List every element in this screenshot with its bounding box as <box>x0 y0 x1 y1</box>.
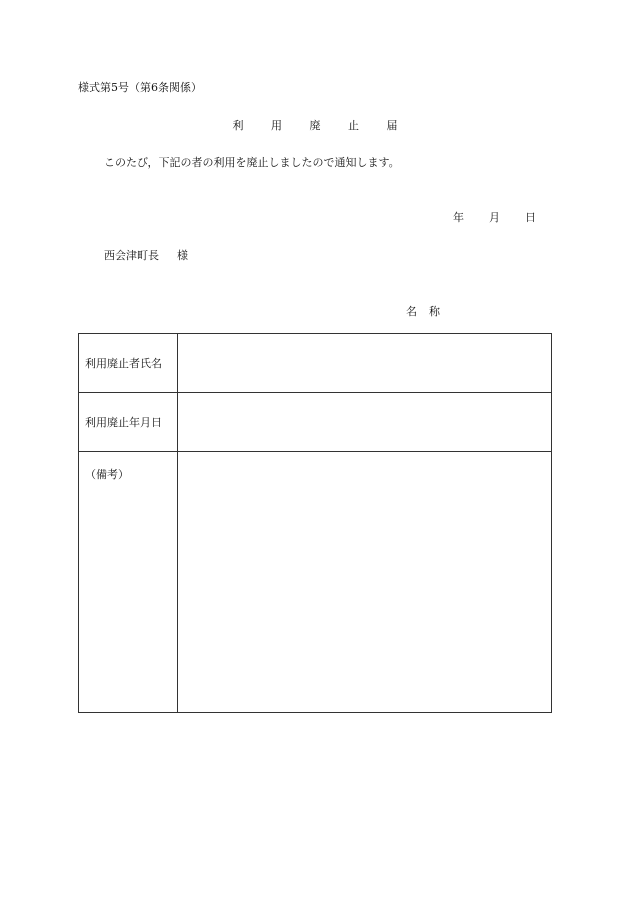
table-row <box>79 334 552 393</box>
withdrawal-date-field[interactable] <box>178 393 552 452</box>
document-title <box>0 120 630 131</box>
addressee-name: 西会津町長 <box>104 249 159 262</box>
addressee <box>104 250 188 261</box>
title-char: 用 <box>271 119 282 132</box>
addressee-honorific: 様 <box>177 249 188 262</box>
withdrawer-name-field[interactable] <box>178 334 552 393</box>
title-char: 廃 <box>309 119 321 132</box>
applicant-name-label <box>406 306 440 317</box>
intro-text: このたび，下記の者の利用を廃止しましたので通知します。 <box>104 156 400 169</box>
day-label: 日 <box>525 211 536 224</box>
title-char: 届 <box>386 119 398 132</box>
form-table <box>78 333 552 713</box>
year-label: 年 <box>453 211 464 224</box>
title-char: 利 <box>232 119 244 132</box>
table-row <box>79 452 552 713</box>
table-row <box>79 393 552 452</box>
title-char: 止 <box>348 119 359 132</box>
date-line <box>453 212 536 223</box>
name-label-char: 称 <box>429 305 440 318</box>
form-number: 様式第5号（第6条関係） <box>78 81 202 94</box>
row-label-remarks: （備考） <box>79 452 178 713</box>
row-label-withdrawal-date: 利用廃止年月日 <box>79 393 178 452</box>
row-label-withdrawer-name: 利用廃止者氏名 <box>79 334 178 393</box>
month-label: 月 <box>489 211 500 224</box>
name-label-char: 名 <box>406 305 417 318</box>
remarks-field[interactable] <box>178 452 552 713</box>
